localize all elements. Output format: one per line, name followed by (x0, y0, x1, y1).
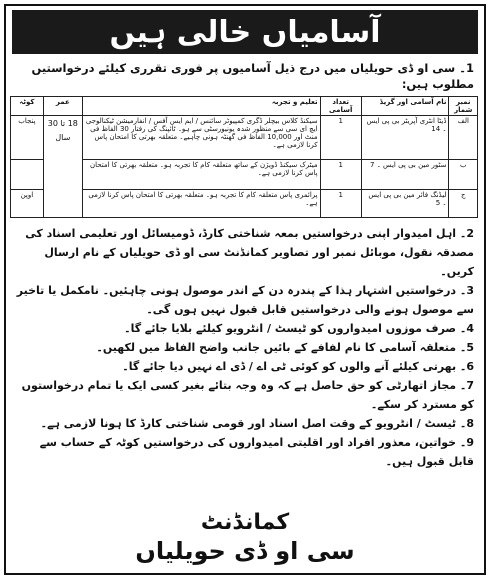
header-post-count: تعداد آسامی (320, 97, 361, 116)
instruction-item: 3۔ درخواستیں اشتہار ہذا کے پندرہ دن کے اندر موصول ہونی چاہئیں۔ نامکمل یا تاخیر سے موصول ہونے والی درخواستیں قابل قبول نہیں ہوں گی۔ (16, 284, 474, 316)
row-post-name: ڈیٹا انٹری آپریٹر بی پی ایس ۔ 14 (361, 116, 449, 160)
job-advertisement (4, 4, 486, 575)
row-serial: ب (449, 160, 478, 190)
posts-table (10, 96, 478, 218)
header-serial: نمبر شمار (449, 97, 478, 116)
row-post-count: 1 (320, 160, 361, 190)
table-row (11, 116, 478, 160)
instruction-item: 5۔ متعلقہ آسامی کا نام لفافے کے بائیں جانب واضح الفاظ میں لکھیں۔ (96, 341, 474, 354)
row-qualification: پرائمری پاس متعلقہ کام کا تجربہ ہو۔ متعلقہ بھرتی کا امتحان پاس کرنا لازمی ہے۔ (82, 190, 320, 218)
row-quota: پنجاب (11, 116, 44, 160)
header-age: عمر (43, 97, 82, 116)
header-post-name: نام آسامی اور گریڈ (361, 97, 449, 116)
row-quota (11, 160, 44, 190)
instruction-item: 2۔ اہل امیدوار اپنی درخواستیں بمعہ شناختی کارڈ، ڈومیسائل اور تعلیمی اسناد کی مصدقہ نقول، موبائل نمبر اور تصاویر کمانڈنٹ سی او ڈی حویلیاں کے نام ارسال کریں۔ (25, 227, 474, 278)
signatory-title: کمانڈنٹ (200, 510, 290, 535)
intro-text: 1۔ سی او ڈی حویلیاں میں درج ذیل آسامیوں پر فوری تقرری کیلئے درخواستیں مطلوب ہیں: (31, 61, 474, 91)
row-quota: اوپن (11, 190, 44, 218)
instruction-item: 6۔ بھرتی کیلئے آنے والوں کو کوئی ٹی اے / ڈی اے نہیں دیا جائے گا۔ (122, 360, 474, 373)
row-post-count: 1 (320, 116, 361, 160)
headline-banner: آسامیاں خالی ہیں (12, 10, 478, 54)
row-age: 18 تا 30 سال (43, 116, 82, 218)
row-qualification: میٹرک سیکنڈ ڈویژن کے ساتھ متعلقہ کام کا تجربہ ہو۔ متعلقہ بھرتی کا امتحان پاس کرنا لازمی ہے۔ (82, 160, 320, 190)
row-post-name: سٹور مین بی پی ایس ۔ 7 (361, 160, 449, 190)
instruction-item: 8۔ ٹیسٹ / انٹرویو کے وقت اصل اسناد اور قومی شناختی کارڈ کا ہونا لازمی ہے۔ (40, 417, 474, 430)
row-qualification: سیکنڈ کلاس بیچلر ڈگری کمپیوٹر سائنس / ایم ایس آفس / انفارمیشن ٹیکنالوجی ایچ ای سی سے منظور شدہ یونیورسٹی سے ہو۔ ٹائپنگ کی رفتار 30 الفاظ فی منٹ اور 10,000 الفاظ فی گھنٹہ ہونی چاہیے۔ متعلقہ بھرتی کا امتحان پاس کرنا لازمی ہے۔ (82, 116, 320, 160)
row-post-count: 1 (320, 190, 361, 218)
instruction-item: 7۔ مجاز اتھارٹی کو حق حاصل ہے کہ وہ وجہ بتائے بغیر کسی ایک یا تمام درخواستوں کو مسترد کر سکے۔ (21, 379, 474, 411)
instructions-list (6, 218, 484, 471)
instruction-item: 4۔ صرف موزوں امیدواروں کو ٹیسٹ / انٹرویو کیلئے بلایا جائے گا۔ (124, 322, 474, 335)
row-post-name: لیڈنگ فائر مین بی پی ایس ۔ 5 (361, 190, 449, 218)
table-header-row (11, 97, 478, 116)
header-qualification: تعلیم و تجربہ (82, 97, 320, 116)
header-quota: کوٹہ (11, 97, 44, 116)
signatory-office: سی او ڈی حویلیاں (135, 537, 355, 565)
signature-block (6, 510, 484, 565)
row-serial: ج (449, 190, 478, 218)
row-serial: الف (449, 116, 478, 160)
instruction-item: 9۔ خواتین، معذور افراد اور اقلیتی امیدواروں کی درخواستیں کوٹہ کے حساب سے قابل قبول ہیں۔ (39, 436, 474, 468)
